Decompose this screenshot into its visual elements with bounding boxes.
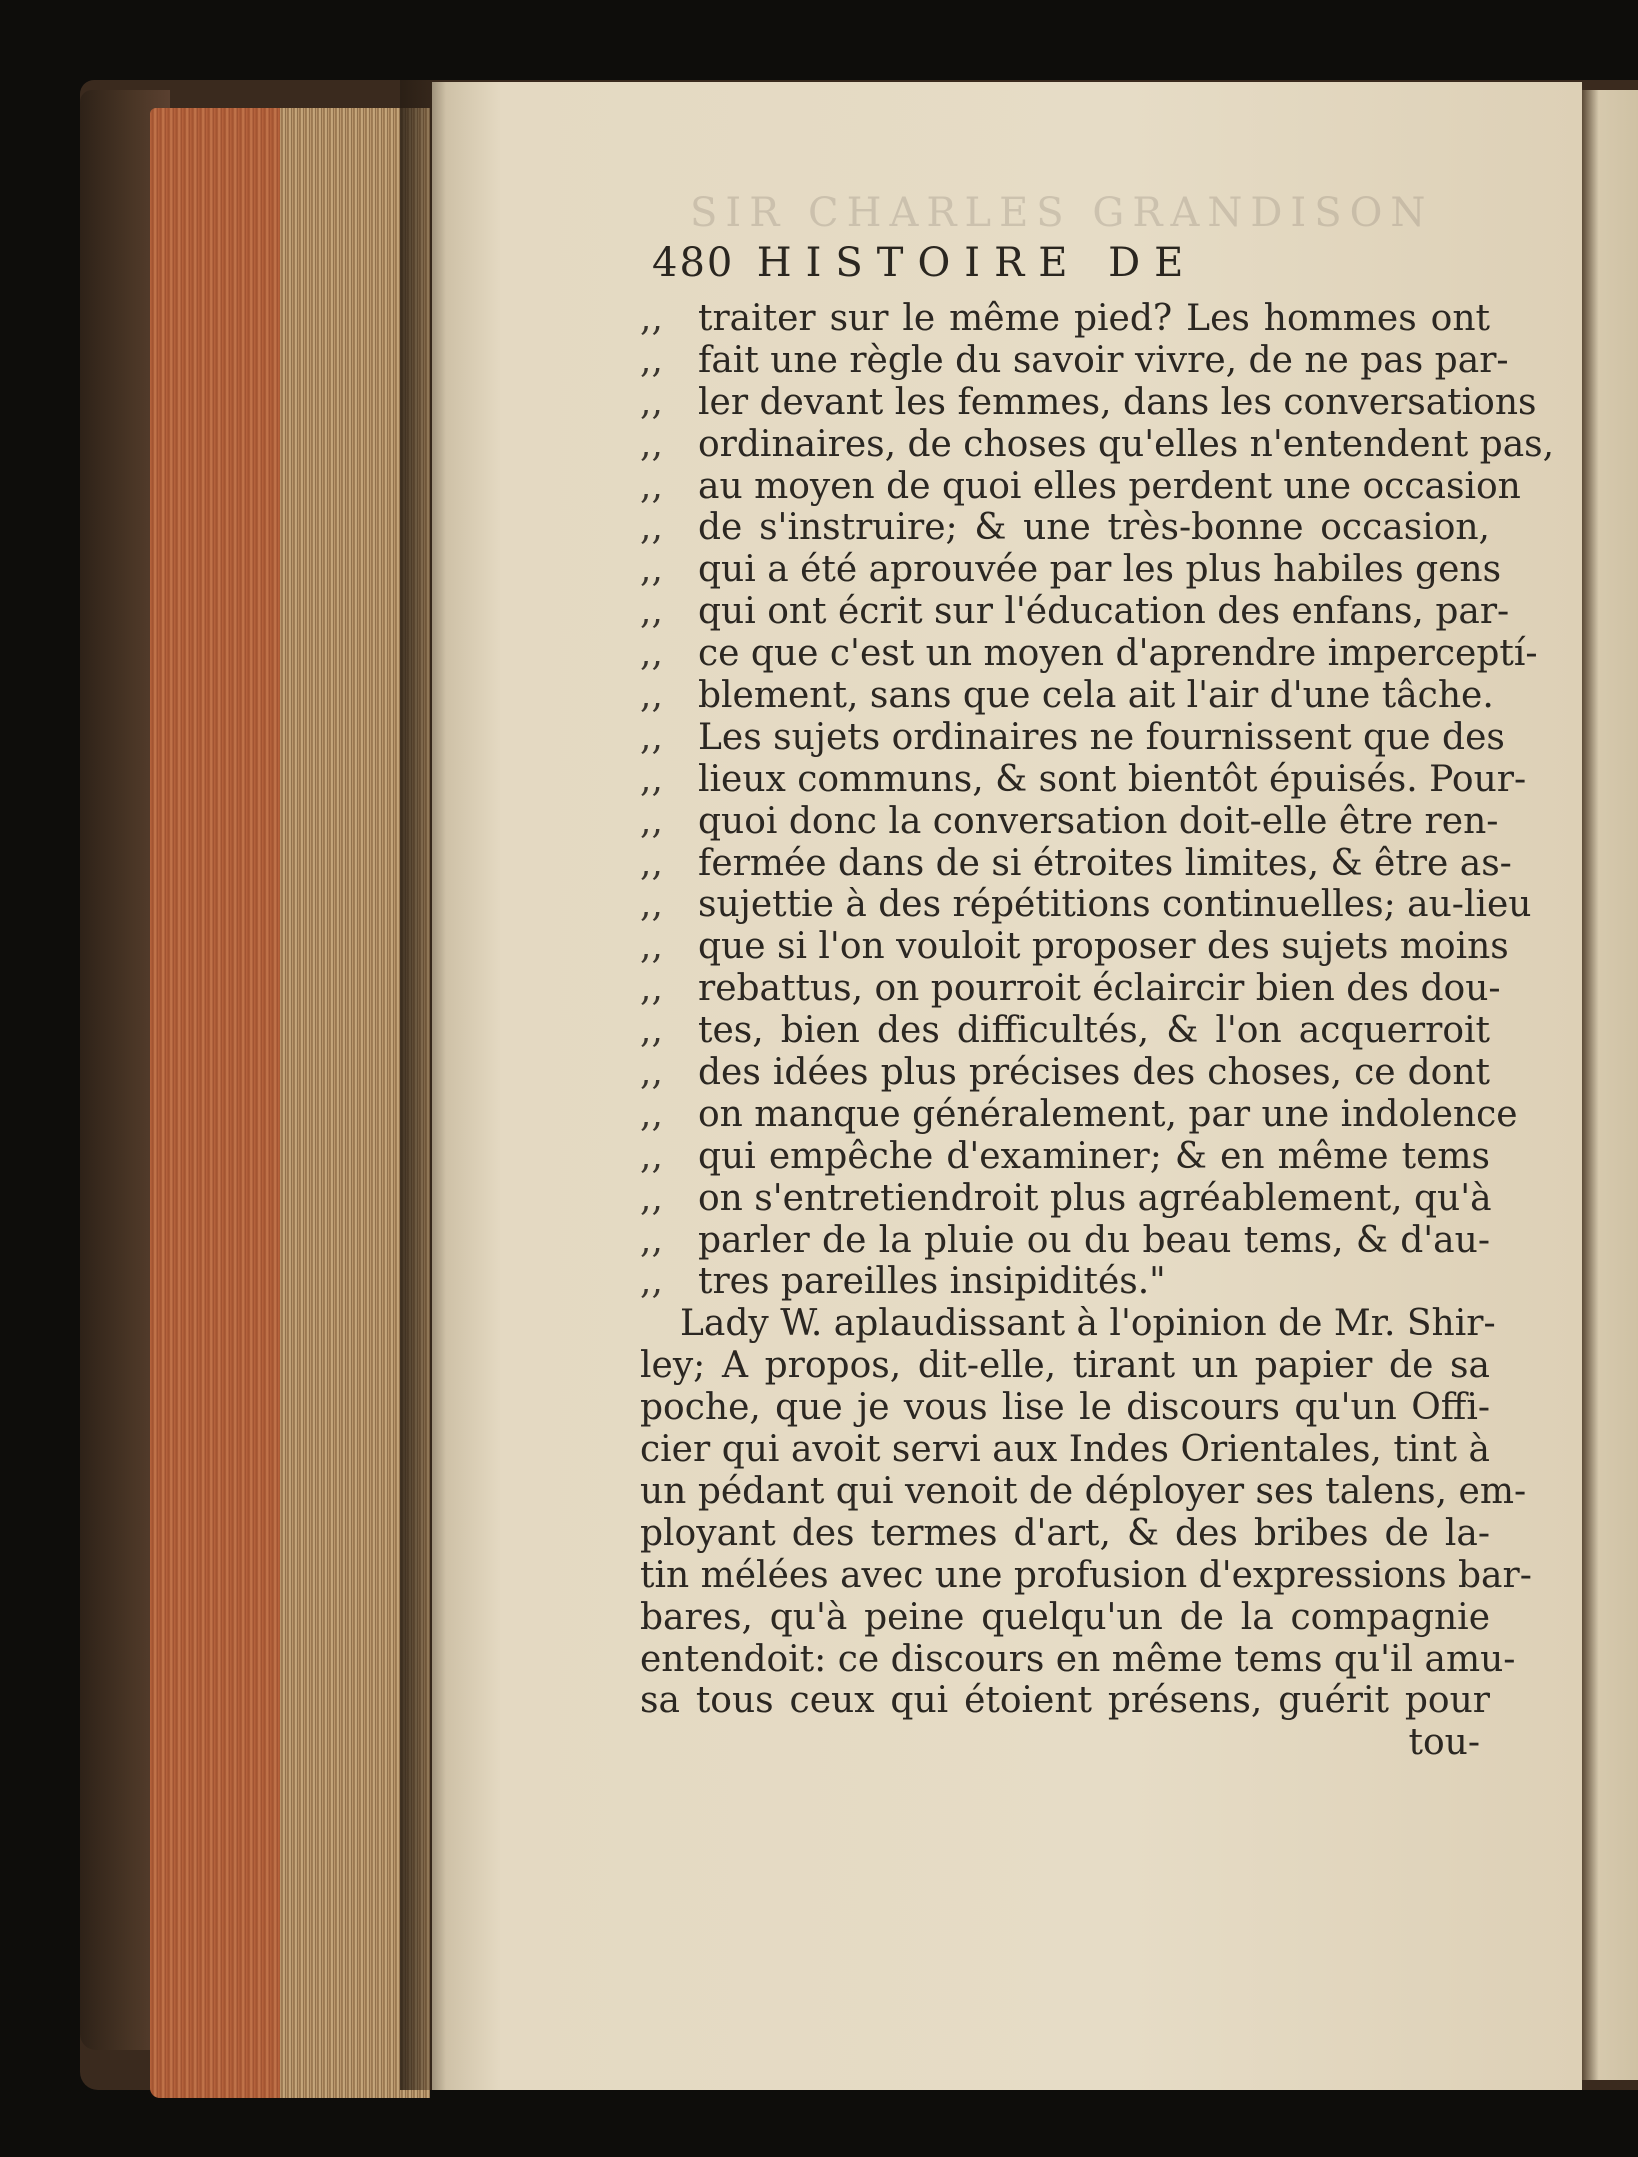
- line-text: fait une règle du savoir vivre, de ne pas par-: [698, 339, 1509, 381]
- line-text: tres pareilles insipidités.": [698, 1261, 1166, 1303]
- catchword-line: [640, 1722, 1490, 1764]
- paragraph-line: [640, 1429, 1490, 1471]
- line-text: un pédant qui venoit de déployer ses talens, em-: [640, 1470, 1527, 1512]
- running-header: [652, 240, 1197, 286]
- quoted-line: [640, 1136, 1490, 1178]
- quote-mark: ,,: [640, 633, 663, 675]
- line-text: au moyen de quoi elles perdent une occasion: [698, 465, 1521, 507]
- line-text: quoi donc la conversation doit-elle être ren-: [698, 800, 1499, 842]
- line-text: qui empêche d'examiner; & en même tems: [698, 1135, 1490, 1177]
- quoted-line: [640, 381, 1537, 424]
- gutter-shadow: [400, 80, 446, 2090]
- paragraph-line: [640, 1303, 1496, 1345]
- line-text: ley; A propos, dit-elle, tirant un papier de sa: [640, 1345, 1490, 1387]
- line-text: que si l'on vouloit proposer des sujets moins: [698, 926, 1509, 968]
- text-block: [640, 298, 1555, 1764]
- quote-mark: ,,: [640, 842, 663, 884]
- line-text: bares, qu'à peine quelqu'un de la compagnie: [640, 1596, 1490, 1638]
- quoted-line: [640, 633, 1538, 675]
- line-text: fermée dans de si étroites limites, & être as-: [698, 842, 1512, 884]
- quote-mark: ,,: [640, 800, 663, 842]
- quote-mark: ,,: [640, 1135, 663, 1177]
- line-text: poche, que je vous lise le discours qu'un Offi-: [640, 1387, 1490, 1429]
- quoted-line: [640, 298, 1490, 340]
- line-text: ler devant les femmes, dans les conversations: [698, 381, 1537, 423]
- line-text: on manque généralement, par une indolence: [698, 1093, 1518, 1135]
- quoted-line: [640, 1052, 1490, 1094]
- line-text: ployant des termes d'art, & des bribes de la-: [640, 1512, 1490, 1554]
- paragraph-line: [640, 1597, 1490, 1639]
- quote-mark: ,,: [640, 926, 663, 968]
- quoted-line: [640, 758, 1527, 801]
- running-title: HISTOIRE DE: [756, 240, 1198, 286]
- line-text: sujettie à des répétitions continuelles; au-lieu: [698, 884, 1532, 926]
- quote-mark: ,,: [640, 381, 663, 423]
- line-text: ce que c'est un moyen d'aprendre imperceptí-: [698, 633, 1538, 675]
- quoted-line: [640, 842, 1512, 885]
- quote-mark: ,,: [640, 507, 663, 549]
- line-text: parler de la pluie ou du beau tems, & d'au-: [698, 1219, 1490, 1261]
- quoted-line: [640, 1261, 1490, 1303]
- quoted-line: [640, 465, 1521, 508]
- quoted-line: [640, 591, 1510, 633]
- quote-mark: ,,: [640, 549, 663, 591]
- page-number: 480: [652, 240, 735, 286]
- quote-mark: ,,: [640, 591, 663, 633]
- quote-mark: ,,: [640, 884, 663, 926]
- paragraph-line: [640, 1513, 1490, 1555]
- quoted-line: [640, 1178, 1490, 1220]
- quote-mark: ,,: [640, 968, 663, 1010]
- line-text: qui a été aprouvée par les plus habiles gens: [698, 549, 1502, 591]
- quote-mark: ,,: [640, 1010, 663, 1052]
- line-text: cier qui avoit servi aux Indes Orientales, tint à: [640, 1429, 1490, 1471]
- quoted-line: [640, 339, 1509, 382]
- line-text: rebattus, on pourroit éclaircir bien des dou-: [698, 968, 1501, 1010]
- quote-mark: ,,: [640, 1177, 663, 1219]
- line-text: on s'entretiendroit plus agréablement, qu'à: [698, 1177, 1492, 1219]
- line-text: tes, bien des difficultés, & l'on acquerroit: [698, 1010, 1490, 1052]
- quote-mark: ,,: [640, 423, 663, 465]
- line-text: Les sujets ordinaires ne fournissent que des: [698, 716, 1505, 758]
- line-text: entendoit: ce discours en même tems qu'il amu-: [640, 1638, 1516, 1680]
- show-through-text: SIR CHARLES GRANDISON: [690, 190, 1434, 236]
- catchword: tou-: [1408, 1722, 1480, 1764]
- quote-mark: ,,: [640, 1219, 663, 1261]
- quote-mark: ,,: [640, 1093, 663, 1135]
- paragraph-line: [640, 1554, 1532, 1597]
- quoted-line: [640, 884, 1532, 926]
- quote-mark: ,,: [640, 758, 663, 800]
- line-text: de s'instruire; & une très-bonne occasion,: [698, 507, 1490, 549]
- line-text: des idées plus précises des choses, ce dont: [698, 1052, 1490, 1094]
- line-text: ordinaires, de choses qu'elles n'entendent pas,: [698, 423, 1555, 465]
- quoted-line: [640, 423, 1555, 466]
- line-text: Lady W. aplaudissant à l'opinion de Mr. Shir-: [680, 1303, 1496, 1345]
- paragraph-line: [640, 1638, 1516, 1681]
- quote-mark: ,,: [640, 1261, 663, 1303]
- quote-mark: ,,: [640, 298, 663, 339]
- line-text: blement, sans que cela ait l'air d'une tâche.: [698, 675, 1494, 717]
- quoted-line: [640, 675, 1494, 717]
- quoted-line: [640, 1093, 1518, 1136]
- quote-mark: ,,: [640, 465, 663, 507]
- quote-mark: ,,: [640, 1052, 663, 1094]
- line-text: sa tous ceux qui étoient présens, guérit pour: [640, 1680, 1490, 1722]
- quote-mark: ,,: [640, 675, 663, 717]
- paragraph-line: [640, 1387, 1490, 1429]
- quoted-line: [640, 926, 1509, 968]
- paragraph-line: [640, 1470, 1527, 1513]
- line-text: lieux communs, & sont bientôt épuisés. Pour-: [698, 758, 1527, 800]
- quote-mark: ,,: [640, 339, 663, 381]
- quoted-line: [640, 549, 1502, 591]
- facing-page-edge: [1582, 90, 1638, 2080]
- line-text: tin mélées avec une profusion d'expressions bar-: [640, 1554, 1532, 1596]
- quoted-line: [640, 1220, 1490, 1262]
- paragraph-line: [640, 1345, 1490, 1387]
- page-edges: [150, 108, 430, 2098]
- quoted-line: [640, 968, 1501, 1010]
- quoted-line: [640, 1010, 1490, 1052]
- quoted-line: [640, 507, 1490, 549]
- quoted-line: [640, 800, 1499, 843]
- quoted-line: [640, 716, 1505, 759]
- line-text: traiter sur le même pied? Les hommes ont: [698, 298, 1490, 339]
- line-text: qui ont écrit sur l'éducation des enfans, par-: [698, 591, 1510, 633]
- quote-mark: ,,: [640, 716, 663, 758]
- paragraph-line: [640, 1680, 1490, 1722]
